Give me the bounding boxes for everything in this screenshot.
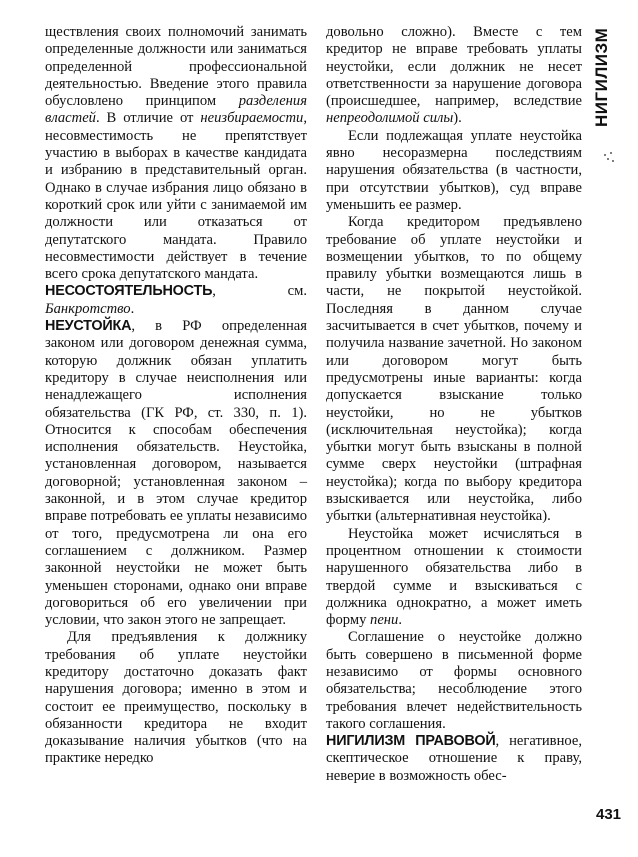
cross-reference: разделения властей xyxy=(45,93,307,127)
paragraph-text: Неустойка может исчисляться в процентном отношении к стоимости нарушенного обязательства либо в твердой сумме и взыскиваться с должника однократно, а может иметь форму xyxy=(326,525,582,629)
entry-legal-nihilism xyxy=(326,733,582,785)
paragraph: Для предъявления к должнику требования об уплате неустойки кредитору достаточно доказать факт нарушения договора; именно в этом и состоит ее преимущество, поскольку в обязанности кредитора не входит доказывание наличия убытков (что на практике нередко xyxy=(45,629,307,767)
entry-insolvency xyxy=(45,283,307,318)
paragraph xyxy=(326,526,582,630)
cross-reference: непреодолимой силы xyxy=(326,110,454,127)
paragraph-text: , несовместимость не препятствует участию в выборах в качестве кандидата и избранию в представительный орган. Однако в случае избрания лицо обязано в короткий срок или уйти с занимаемой им должности или отказаться от депутатского мандата. Правило несовместимости действует в течение всего срока депутатского мандата. xyxy=(45,110,307,283)
paragraph-text: довольно сложно). Вместе с тем кредитор не вправе требовать уплаты неустойки, если должник не несет ответственности за нарушение договора (происшедшее, например, вследствие xyxy=(326,24,582,110)
paragraph-continued xyxy=(326,24,582,128)
paragraph-text: . В отличие от xyxy=(95,110,201,127)
punctuation: . xyxy=(130,300,135,317)
paragraph: Соглашение о неустойке должно быть совершено в письменной форме независимо от формы основного обязательства; несоблюдение этого требования влечет недействительность такого соглашения. xyxy=(326,629,582,732)
page-number: 431 xyxy=(596,806,622,823)
entry-penalty xyxy=(45,318,307,629)
entry-term: НЕСОСТОЯТЕЛЬНОСТЬ xyxy=(45,283,213,300)
paragraph: Когда кредитором предъявлено требование об уплате неустойки и возмещении убытков, то по общему правилу убытки возмещаются лишь в части, не покрытой неустойкой. Последняя в данном случае засчитывается в счет убытков, почему и получила название зачетной. Но законом или договором могут быть предусмотрены иные варианты: когда допускается взыскание только неустойки, но не убытков (исключительная неустойка); когда убытки могут быть взысканы в полной сумме сверх неустойки (штрафная неустойка); когда по выбору кредитора взыскивается или неустойка, либо убытки (альтернативная неустойка). xyxy=(326,214,582,525)
entry-term: НИГИЛИЗМ ПРАВОВОЙ xyxy=(326,733,496,750)
cross-reference: Банкротство xyxy=(45,300,131,317)
paragraph-text: ществления своих полномочий занимать определенные должности или заниматься определенной профессиональной деятельностью. Введение этого правила обусловлено принципом xyxy=(45,24,307,110)
punctuation: . xyxy=(398,612,402,629)
punctuation: ). xyxy=(453,110,462,127)
cross-reference: неизбираемости xyxy=(200,110,304,127)
cross-reference: пени xyxy=(370,612,399,629)
right-column xyxy=(326,24,582,785)
paragraph-text: , в РФ определенная законом или договором денежная сумма, которую должник обязан уплатить кредитору в случае неисполнения или ненадлежащего исполнения обязательства (ГК РФ, ст. 330, п. 1). Относится к способам обеспечения исполнения обязательств. Неустойка, установленная договором, называется договорной; установленная законом – законной, и в этом случае кредитор вправе потребовать ее уплаты независимо от того, предусмотрена ли она его соглашением с должником. Размер законной неустойки не может быть уменьшен сторонами, однако они вправе договориться об его увеличении при условии, что закон этого не запрещает. xyxy=(45,318,308,629)
see-label: , см. xyxy=(212,283,307,300)
paragraph-text: , негативное, скептическое отношение к праву, неверие в возможность обес- xyxy=(326,733,582,784)
running-head: НИГИЛИЗМ xyxy=(592,27,611,127)
left-column xyxy=(45,24,307,768)
paragraph: Если подлежащая уплате неустойка явно несоразмерна последствиям нарушения обязательства (в частности, при отсутствии убытков), суд вправе уменьшить ее размер. xyxy=(326,127,582,213)
entry-term: НЕУСТОЙКА xyxy=(45,318,132,335)
scan-speck-icon xyxy=(602,151,616,165)
paragraph-incompatibility-continued xyxy=(45,24,307,283)
